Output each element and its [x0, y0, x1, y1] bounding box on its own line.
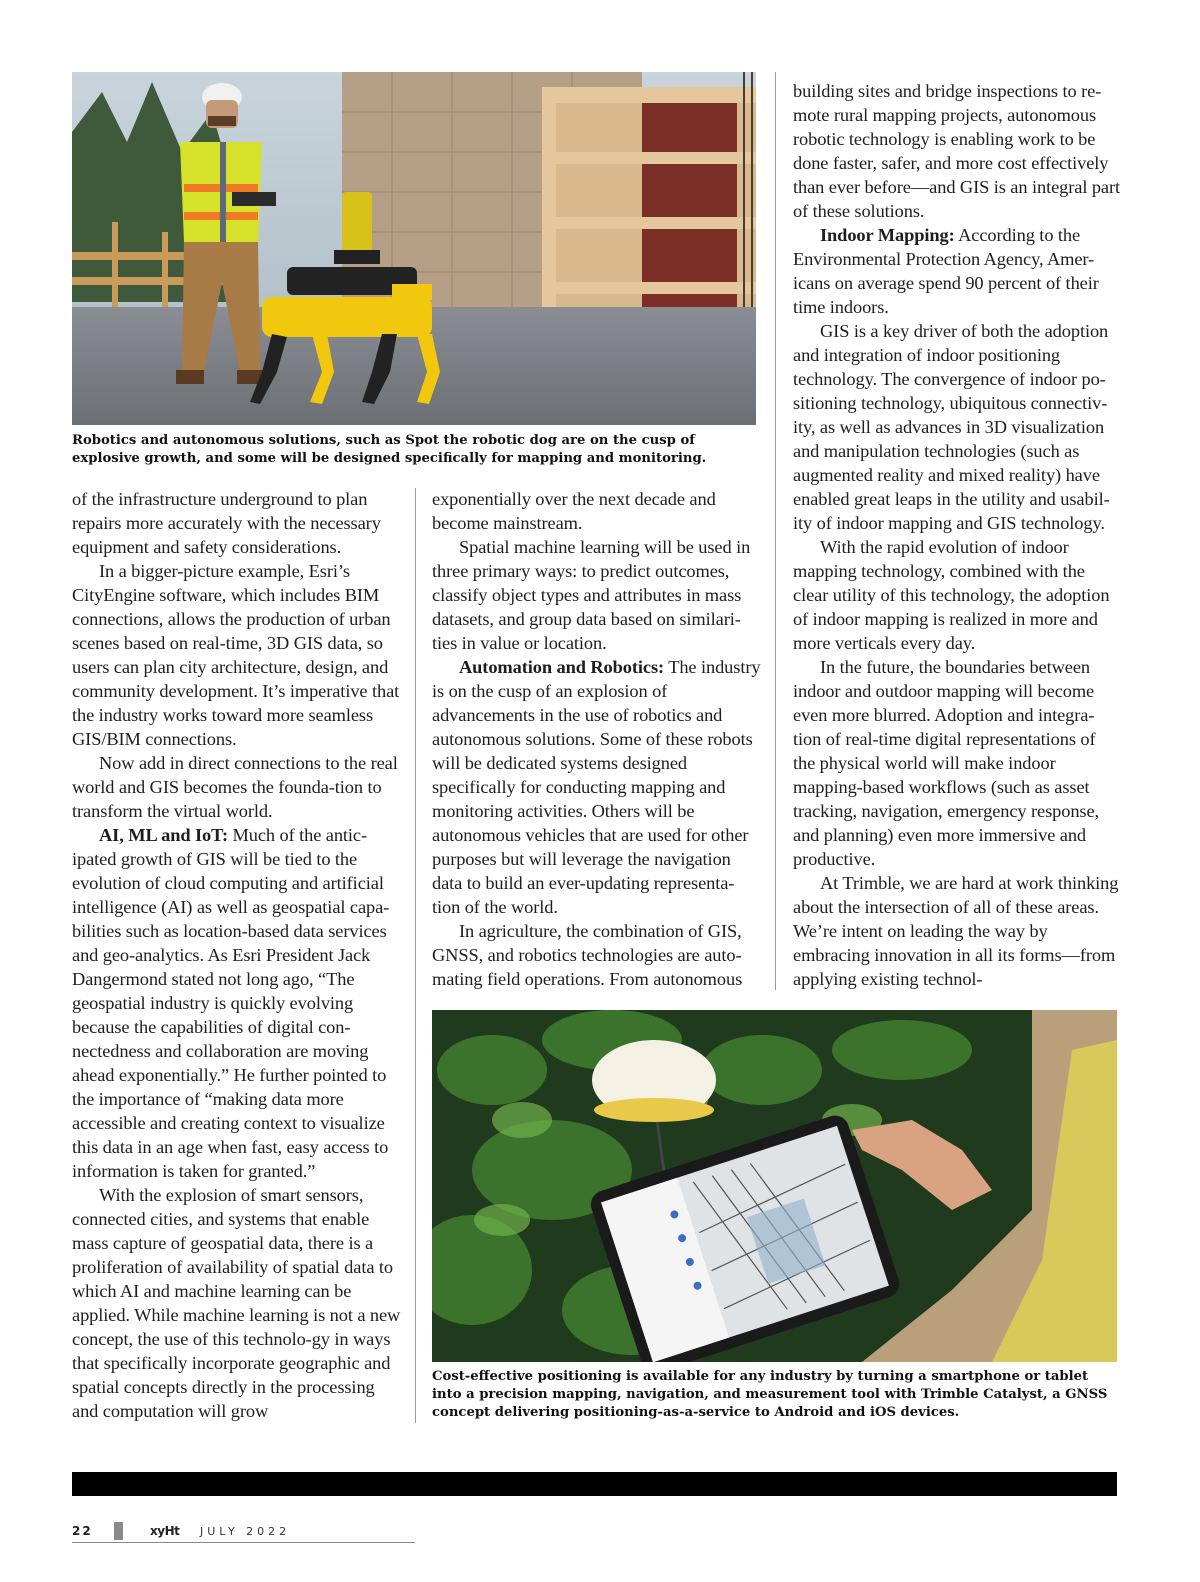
- paragraph: In agriculture, the combination of GIS, GNSS, and robotics technologies are auto-mating field operations. From autonomous: [432, 921, 743, 989]
- paragraph: building sites and bridge inspections to re-mote rural mapping projects, autonomous robotic technology is enabling work to be done faster, safer, and more cost effectively than ever before—and GIS is an integral part of these solutions.: [793, 81, 1121, 221]
- paragraph: In a bigger-picture example, Esri’s CityEngine software, which includes BIM connections, allows the production of urban scenes based on real-time, 3D GIS data, so users can plan city architecture, design, and community development. It’s imperative that the industry works toward more seamless GIS/BIM connections.: [72, 561, 400, 749]
- column-divider: [415, 488, 416, 1423]
- paragraph: [432, 655, 762, 919]
- paragraph: Spatial machine learning will be used in three primary ways: to predict outcomes, classify object types and attributes in mass datasets, and group data based on similari-ties in value or location.: [432, 537, 751, 653]
- paragraph: exponentially over the next decade and become mainstream.: [432, 489, 716, 533]
- paragraph: of the infrastructure underground to plan repairs more accurately with the necessary equipment and safety considerations.: [72, 489, 381, 557]
- top-photo-caption: Robotics and autonomous solutions, such as Spot the robotic dog are on the cusp of explosive growth, and some will be designed specifically for mapping and monitoring.: [72, 433, 707, 466]
- paragraph-body: According to the Environmental Protection Agency, Amer-icans on average spend 90 percent of their time indoors.: [793, 225, 1099, 317]
- subhead-automation-robotics: Automation and Robotics:: [459, 657, 665, 677]
- column-divider: [775, 72, 776, 990]
- text-column-2: [432, 487, 762, 991]
- paragraph: With the rapid evolution of indoor mapping technology, combined with the clear utility of this technology, the adoption of indoor mapping is realized in more and more verticals every day.: [793, 537, 1110, 653]
- paragraph-body: The industry is on the cusp of an explosion of advancements in the use of robotics and autonomous solutions. Some of these robots will be dedicated systems designed specifically for conducting mapping and monitoring activities. Others will be autonomous vehicles that are used for other purposes but will leverage the navigation data to build an ever-updating representa-tion of the world.: [432, 657, 761, 917]
- paragraph: In the future, the boundaries between indoor and outdoor mapping will become even more blurred. Adoption and integra-tion of real-time digital representations of the physical world will make indoor mapping-based workflows (such as asset tracking, navigation, emergency response, and planning) even more immersive and productive.: [793, 657, 1100, 869]
- robot-dog-photo: [72, 72, 756, 425]
- text-column-1: [72, 487, 402, 1423]
- paragraph: Now add in direct connections to the real world and GIS becomes the founda-tion to transform the virtual world.: [72, 753, 398, 821]
- subhead-ai-ml-iot: AI, ML and IoT:: [99, 825, 228, 845]
- footer-marker: [114, 1522, 123, 1540]
- footer-rule: [72, 1542, 415, 1543]
- paragraph: At Trimble, we are hard at work thinking about the intersection of all of these areas. We’re intent on leading the way by embracing innovation in all its forms—from applying existing technol-: [793, 873, 1119, 989]
- issue-date: JULY 2022: [200, 1525, 291, 1538]
- tablet-gnss-photo: [432, 1010, 1117, 1362]
- page-number: 22: [72, 1524, 93, 1538]
- paragraph: With the explosion of smart sensors, connected cities, and systems that enable mass capture of geospatial data, there is a proliferation of availability of spatial data to which AI and machine learning can be applied. While machine learning is not a new concept, the use of this technolo-gy in ways that specifically incorporate geographic and spatial concepts directly in the processing and computation will grow: [72, 1185, 401, 1421]
- subhead-indoor-mapping: Indoor Mapping:: [820, 225, 955, 245]
- paragraph: [72, 823, 402, 1183]
- magazine-logo: xyHt: [150, 1524, 180, 1538]
- paragraph: [793, 223, 1121, 319]
- paragraph-body: Much of the antic-ipated growth of GIS will be tied to the evolution of cloud computing and artificial intelligence (AI) as well as geospatial capa-bilities such as location-based data services and geo-analytics. As Esri President Jack Dangermond stated not long ago, “The geospatial industry is quickly evolving because the capabilities of digital con-nectedness and collaboration are moving ahead exponentially.” He further pointed to the importance of “making data more accessible and creating context to visualize this data in an age when fast, easy access to information is taken for granted.”: [72, 825, 390, 1181]
- footer-bar: [72, 1472, 1117, 1496]
- paragraph: GIS is a key driver of both the adoption and integration of indoor positioning technology. The convergence of indoor po-sitioning technology, ubiquitous connectiv-ity, as well as advances in 3D visualization and manipulation technologies (such as augmented reality and mixed reality) have enabled great leaps in the utility and usabil-ity of indoor mapping and GIS technology.: [793, 321, 1110, 533]
- text-column-3: [793, 79, 1121, 991]
- bottom-photo-caption: Cost-effective positioning is available for any industry by turning a smartphone or tablet into a precision mapping, navigation, and measurement tool with Trimble Catalyst, a GNSS concept delivering positioning-as-a-service to Android and iOS devices.: [432, 1369, 1108, 1420]
